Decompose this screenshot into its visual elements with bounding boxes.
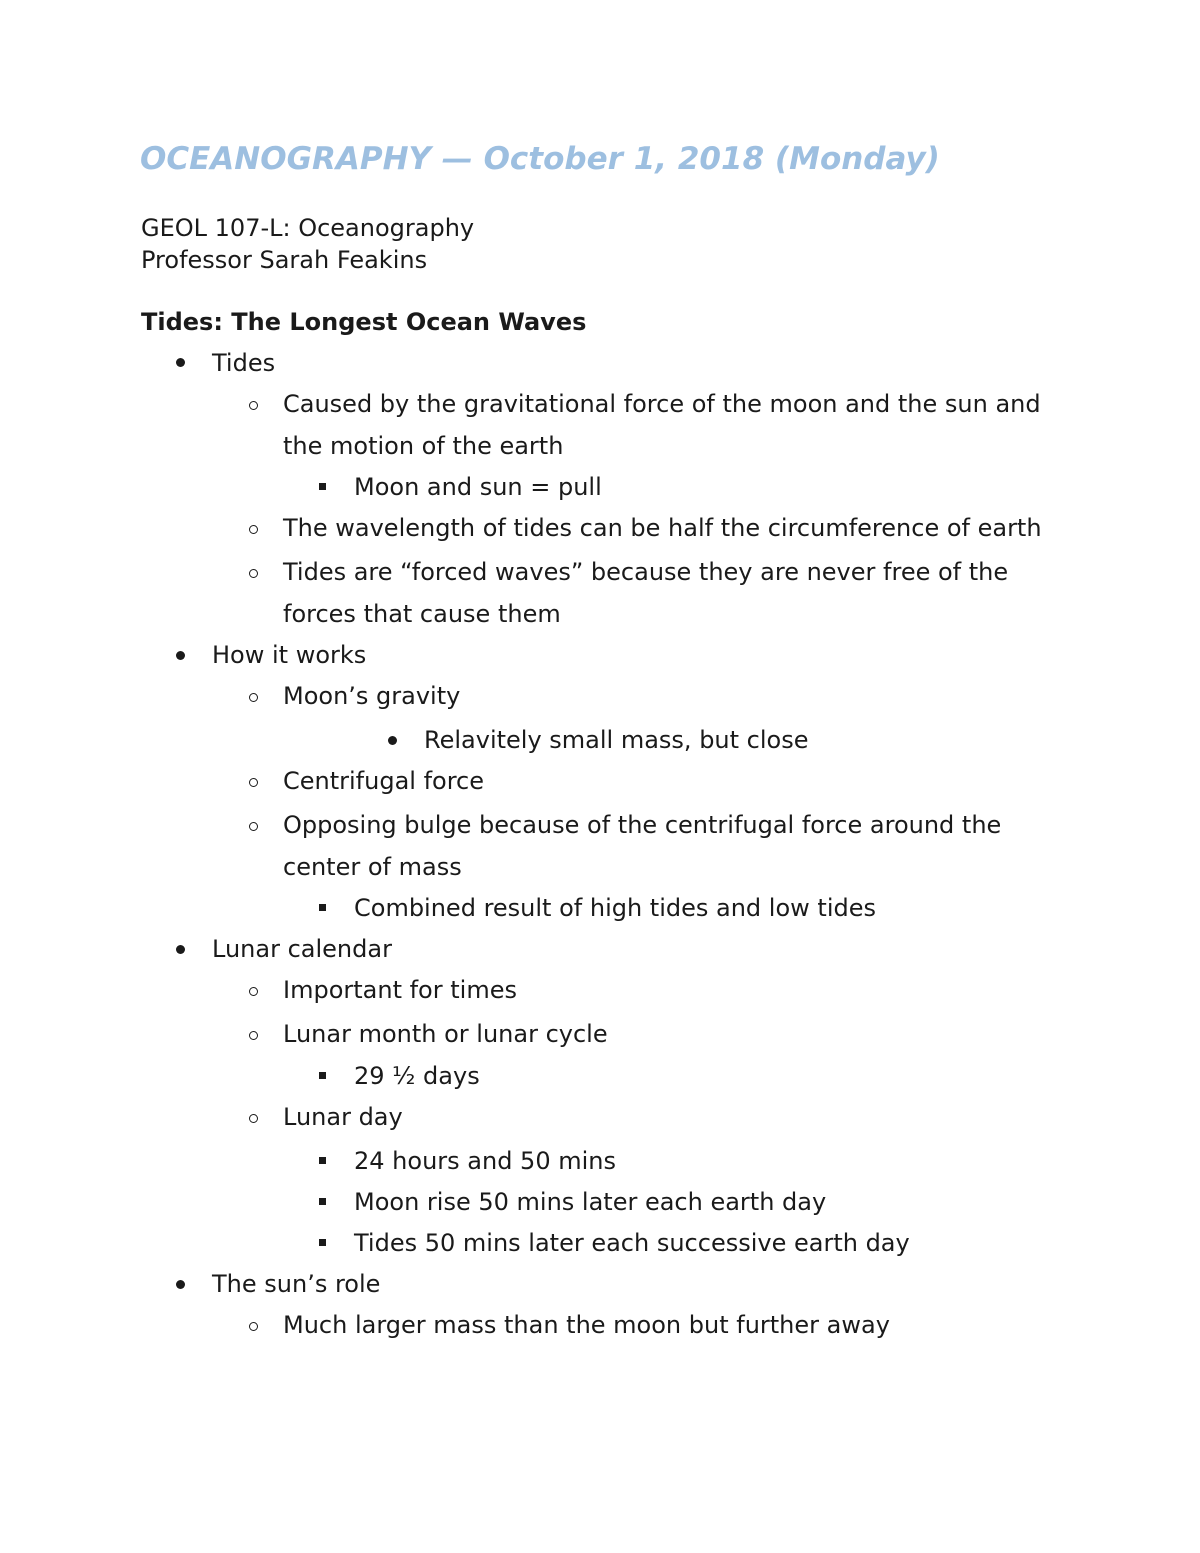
bullet-dot-icon [388,736,397,745]
bullet-circle-icon [249,1322,258,1331]
bullet-circle-icon [249,1031,258,1040]
list-item: Much larger mass than the moon but further away [283,1311,890,1339]
bullet-dot-icon [176,1280,185,1289]
bullet-dot-icon [176,651,185,660]
bullet-circle-icon [249,693,258,702]
bullet-circle-icon [249,525,258,534]
bullet-circle-icon [249,1114,258,1123]
bullet-dot-icon [176,945,185,954]
list-item: Lunar calendar [212,935,392,963]
list-item: Combined result of high tides and low tides [354,894,876,922]
list-item: Relavitely small mass, but close [424,726,809,754]
list-item: How it works [212,641,367,669]
list-item-continuation: center of mass [283,853,462,881]
document-title: OCEANOGRAPHY — October 1, 2018 (Monday) [140,141,940,177]
list-item: Opposing bulge because of the centrifugal force around the [283,811,1002,839]
list-item: Tides are “forced waves” because they are never free of the [283,558,1009,586]
list-item-continuation: the motion of the earth [283,432,564,460]
bullet-square-icon [319,483,326,490]
list-item: Moon’s gravity [283,682,461,710]
list-item: Lunar day [283,1103,403,1131]
bullet-circle-icon [249,401,258,410]
bullet-circle-icon [249,778,258,787]
list-item-continuation: forces that cause them [283,600,561,628]
list-item: Centrifugal force [283,767,485,795]
list-item: Moon and sun = pull [354,473,602,501]
bullet-circle-icon [249,569,258,578]
bullet-dot-icon [176,358,185,367]
list-item: Moon rise 50 mins later each earth day [354,1188,827,1216]
bullet-circle-icon [249,987,258,996]
section-heading: Tides: The Longest Ocean Waves [141,308,587,336]
list-item: Tides 50 mins later each successive earth day [354,1229,910,1257]
bullet-square-icon [319,1072,326,1079]
list-item: Lunar month or lunar cycle [283,1020,608,1048]
list-item: 24 hours and 50 mins [354,1147,616,1175]
list-item: Caused by the gravitational force of the moon and the sun and [283,390,1041,418]
professor-name: Professor Sarah Feakins [141,246,428,274]
list-item: The wavelength of tides can be half the circumference of earth [283,514,1042,542]
course-name: GEOL 107-L: Oceanography [141,214,475,242]
list-item: The sun’s role [212,1270,381,1298]
bullet-square-icon [319,1157,326,1164]
list-item: 29 ½ days [354,1062,480,1090]
list-item: Tides [212,349,276,377]
list-item: Important for times [283,976,517,1004]
bullet-square-icon [319,1239,326,1246]
bullet-circle-icon [249,822,258,831]
bullet-square-icon [319,1198,326,1205]
bullet-square-icon [319,904,326,911]
